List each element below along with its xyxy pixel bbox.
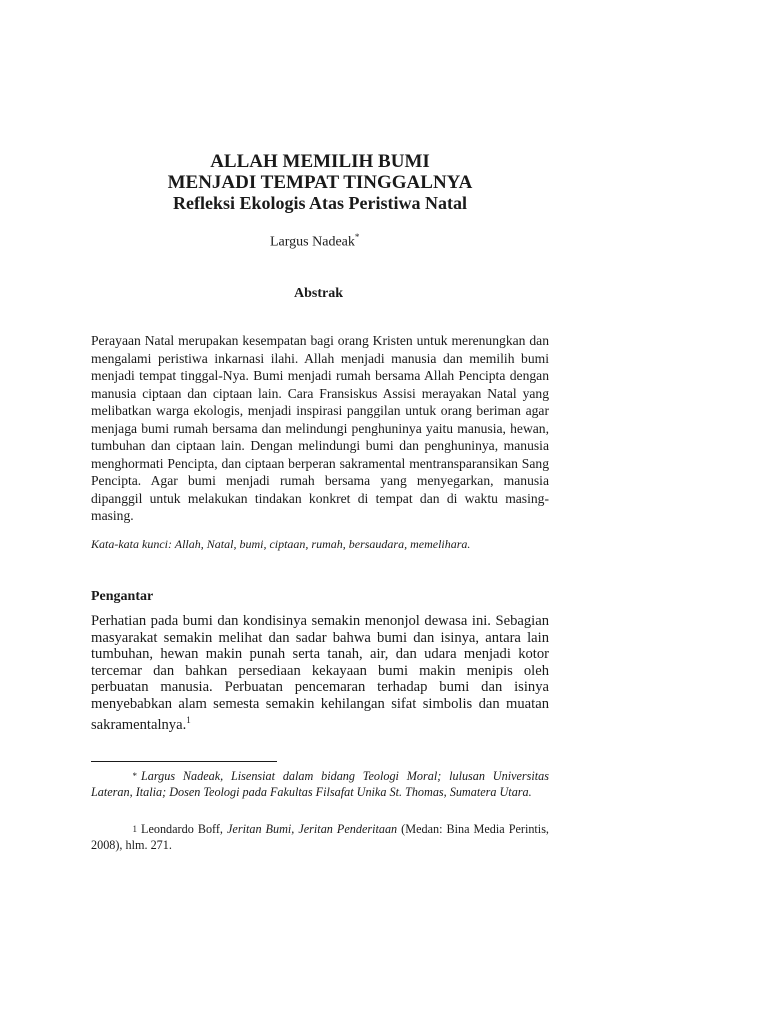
footnote-1 [91, 821, 549, 853]
section-heading-pengantar: Pengantar [91, 589, 154, 604]
abstract-heading: Abstrak [294, 286, 344, 301]
title-block [90, 151, 550, 214]
footnote-divider [91, 761, 277, 762]
author [270, 232, 359, 251]
intro-paragraph [91, 613, 549, 733]
footnote-ref-1: 1 [186, 715, 191, 725]
footnote-text-b: (Medan: Bina Media Perintis, 2008), hlm. 271. [91, 822, 549, 852]
footnote-text: Largus Nadeak, Lisensiat dalam bidang Teologi Moral; lulusan Universitas Lateran, Italia; Dosen Teologi pada Fakultas Filsafat Unika St. Thomas, Sumatera Utara. [91, 769, 549, 799]
author-footnote-mark: * [354, 232, 360, 242]
intro-text: Perhatian pada bumi dan kondisinya semakin menonjol dewasa ini. Sebagian masyarakat semakin melihat dan sadar bahwa bumi dan isinya, antara lain tumbuhan, hewan makin punah serta tanah, air, dan udara menjadi kotor tercemar dan bahkan persediaan kekayaan bumi makin menipis oleh perbuatan manusia. Perbuatan pencemaran terhadap bumi dan isinya menyebabkan alam semesta semakin kehilangan sifat simbolis dan muatan sakramentalnya. [91, 613, 549, 733]
footnote-mark: * [132, 771, 137, 781]
footnote-author [91, 768, 549, 800]
subtitle: Refleksi Ekologis Atas Peristiwa Natal [173, 193, 467, 213]
title-line-1: ALLAH MEMILIH BUMI [210, 151, 430, 172]
author-name: Largus Nadeak [270, 234, 355, 250]
keywords [91, 537, 549, 552]
footnote-mark: 1 [132, 824, 137, 834]
keywords-label: Kata-kata kunci: [91, 537, 172, 551]
keywords-list: Allah, Natal, bumi, ciptaan, rumah, bersaudara, memelihara. [171, 537, 471, 551]
footnote-book-title: Jeritan Bumi, Jeritan Penderitaan [227, 822, 398, 836]
abstract-text: Perayaan Natal merupakan kesempatan bagi orang Kristen untuk merenungkan dan mengalami peristiwa inkarnasi ilahi. Allah menjadi manusia dan memilih bumi menjadi tempat tinggal-Nya. Bumi menjadi rumah bersama Allah Pencipta dengan manusia ciptaan dan ciptaan lain. Cara Fransiskus Assisi merayakan Natal yang melibatkan warga ekologis, menjadi inspirasi panggilan untuk orang beriman agar menjaga bumi rumah bersama dan melindungi penghuninya yaitu manusia, hewan, tumbuhan dan ciptaan lain. Dengan melindungi bumi dan penghuninya, manusia menghormati Pencipta, dan ciptaan berperan sakramental mentransparansikan Sang Pencipta. Agar bumi menjadi rumah bersama yang menyegarkan, manusia dipanggil untuk melakukan tindakan konkret di tempat dan di waktu masing-masing. [91, 333, 549, 523]
title-line-2: MENJADI TEMPAT TINGGALNYA [167, 172, 473, 193]
footnote-text-a: Leondardo Boff, [141, 822, 228, 836]
